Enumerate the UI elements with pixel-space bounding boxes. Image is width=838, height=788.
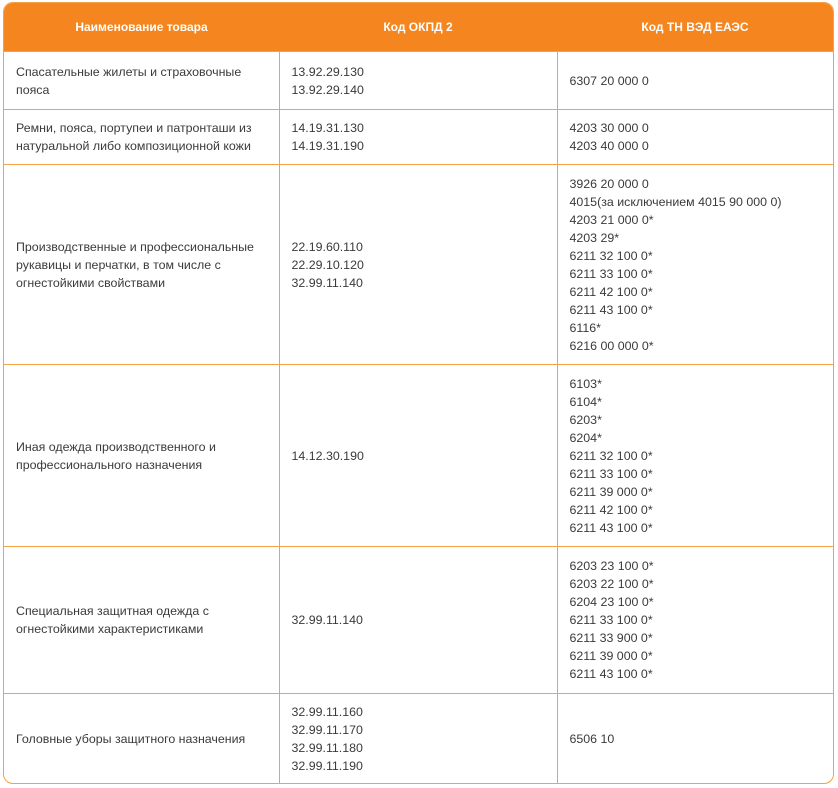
table-row xyxy=(4,694,833,784)
tnved-code: 4203 29* xyxy=(569,230,620,245)
okpd2-code: 32.99.11.140 xyxy=(291,613,363,627)
header-product-name: Наименование товара xyxy=(4,3,279,52)
tnved-code: 6211 39 000 0* xyxy=(569,484,653,499)
tnved-code: 4203 30 000 0 xyxy=(569,121,649,135)
tnved-code: 6204* xyxy=(569,430,602,445)
tnved-code: 6307 20 000 0 xyxy=(569,73,649,88)
okpd2-code: 32.99.11.140 xyxy=(291,275,363,290)
tnved-code: 4203 40 000 0 xyxy=(569,139,649,153)
product-name-cell: Головные уборы защитного назначения xyxy=(4,694,279,784)
header-row xyxy=(4,3,833,52)
tnved-code: 3926 20 000 0 xyxy=(569,176,649,191)
okpd2-code-cell xyxy=(279,165,557,365)
tnved-code: 6506 10 xyxy=(569,731,615,746)
tnved-code: 6211 32 100 0* xyxy=(569,448,653,463)
tnved-code: 6211 43 100 0* xyxy=(569,302,653,317)
okpd2-code: 22.19.60.110 xyxy=(291,239,363,254)
header-okpd2-code: Код ОКПД 2 xyxy=(279,3,557,52)
tnved-code: 6104* xyxy=(569,394,602,409)
product-name-cell: Производственные и профессиональные рукавицы и перчатки, в том числе с огнестойкими свойствами xyxy=(4,165,279,365)
table-body xyxy=(4,52,833,784)
tnved-code-cell xyxy=(557,165,833,365)
tnved-code: 6211 32 100 0* xyxy=(569,248,653,263)
tnved-code: 6211 42 100 0* xyxy=(569,502,653,517)
tnved-code-cell xyxy=(557,694,833,784)
tnved-code-cell xyxy=(557,365,833,547)
okpd2-code: 14.19.31.190 xyxy=(291,139,364,153)
tnved-code: 6211 33 100 0* xyxy=(569,466,653,481)
tnved-code: 4015(за исключением 4015 90 000 0) xyxy=(569,194,782,209)
okpd2-code: 32.99.11.180 xyxy=(291,740,363,755)
okpd2-code: 13.92.29.140 xyxy=(291,82,364,97)
tnved-code: 6211 33 100 0* xyxy=(569,613,653,627)
product-name-cell: Ремни, пояса, портупеи и патронташи из натуральной либо композиционной кожи xyxy=(4,110,279,165)
header-tnved-code: Код ТН ВЭД ЕАЭС xyxy=(557,3,833,52)
tnved-code: 6211 33 900 0* xyxy=(569,631,653,645)
tnved-code: 6211 33 100 0* xyxy=(569,266,653,281)
table-header xyxy=(4,3,833,52)
okpd2-code-cell xyxy=(279,110,557,165)
product-name-cell: Спасательные жилеты и страховочные пояса xyxy=(4,52,279,110)
product-codes-table-container xyxy=(3,2,834,784)
table-row xyxy=(4,110,833,165)
okpd2-code-cell xyxy=(279,52,557,110)
tnved-code: 6204 23 100 0* xyxy=(569,595,654,609)
okpd2-code: 22.29.10.120 xyxy=(291,257,364,272)
tnved-code: 6211 43 100 0* xyxy=(569,667,653,681)
tnved-code: 6211 39 000 0* xyxy=(569,649,653,663)
okpd2-code: 14.12.30.190 xyxy=(291,448,364,463)
tnved-code: 6211 43 100 0* xyxy=(569,520,653,535)
okpd2-code: 32.99.11.190 xyxy=(291,758,363,773)
table-row xyxy=(4,365,833,547)
okpd2-code: 32.99.11.170 xyxy=(291,722,363,737)
okpd2-code-cell xyxy=(279,547,557,694)
tnved-code: 6203* xyxy=(569,412,602,427)
tnved-code-cell xyxy=(557,110,833,165)
okpd2-code-cell xyxy=(279,365,557,547)
tnved-code: 6203 23 100 0* xyxy=(569,559,654,573)
table-row xyxy=(4,165,833,365)
tnved-code: 6211 42 100 0* xyxy=(569,284,653,299)
tnved-code: 6203 22 100 0* xyxy=(569,577,654,591)
product-name-cell: Специальная защитная одежда с огнестойкими характеристиками xyxy=(4,547,279,694)
okpd2-code: 32.99.11.160 xyxy=(291,704,363,719)
tnved-code-cell xyxy=(557,52,833,110)
tnved-code: 6216 00 000 0* xyxy=(569,338,654,353)
tnved-code: 6103* xyxy=(569,376,602,391)
okpd2-code: 14.19.31.130 xyxy=(291,121,364,135)
product-codes-table xyxy=(4,3,833,784)
product-name-cell: Иная одежда производственного и профессионального назначения xyxy=(4,365,279,547)
tnved-code: 4203 21 000 0* xyxy=(569,212,654,227)
tnved-code: 6116* xyxy=(569,320,601,335)
okpd2-code-cell xyxy=(279,694,557,784)
tnved-code-cell xyxy=(557,547,833,694)
table-row xyxy=(4,52,833,110)
okpd2-code: 13.92.29.130 xyxy=(291,64,364,79)
table-row xyxy=(4,547,833,694)
